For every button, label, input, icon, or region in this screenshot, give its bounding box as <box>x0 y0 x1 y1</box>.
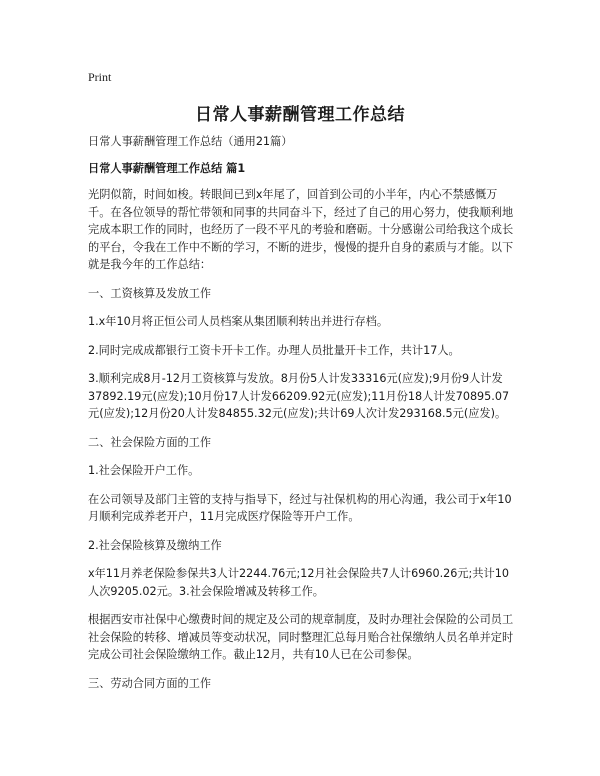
paragraph-insurance-2: 在公司领导及部门主管的支持与指导下，经过与社保机构的用心沟通，我公司于x年10月顺利完成养老开户，11月完成医疗保险等开户工作。 <box>88 492 512 523</box>
document-subtitle: 日常人事薪酬管理工作总结（通用21篇） <box>88 135 293 148</box>
heading-payroll: 一、工资核算及发放工作 <box>88 286 212 300</box>
paragraph-intro: 光阴似箭，时间如梭。转眼间已到x年尾了，回首到公司的小半年，内心不禁感慨万千。在各位领导的帮忙带领和同事的共同奋斗下，经过了自己的用心努力，使我顺利地完成本职工作的同时，也经历了一段不平凡的考验和磨砺。十分感谢公司给我这个成长的平台，令我在工作中不断的学习，不断的进步，慢慢的提升自身的素质与才能。以下就是我今年的工作总结： <box>88 188 514 271</box>
section-heading: 日常人事薪酬管理工作总结 篇1 <box>88 161 246 175</box>
document-body <box>88 133 516 703</box>
paragraph-insurance-3: 2.社会保险核算及缴纳工作 <box>88 538 222 552</box>
heading-social-insurance: 二、社会保险方面的工作 <box>88 435 212 449</box>
paragraph-insurance-4: x年11月养老保险参保共3人计2244.76元;12月社会保险共7人计6960.26元;共计10人次9205.02元。3.社会保险增减及转移工作。 <box>88 567 509 598</box>
paragraph-insurance-1: 1.社会保险开户工作。 <box>88 464 200 477</box>
paragraph-payroll-2: 2.同时完成成都银行工资卡开卡工作。办理人员批量开卡工作，共计17人。 <box>88 343 460 357</box>
heading-labor-contract: 三、劳动合同方面的工作 <box>88 676 212 690</box>
paragraph-payroll-3: 3.顺利完成8月-12月工资核算与发放。8月份5人计发33316元(应发);9月份9人计发37892.19元(应发);10月份17人计发66209.92元(应发);11月份18人计发70895.07元(应发);12月份20人计发84855.32元(应发);共计69人次计发293168.5元(应发)。 <box>88 372 510 420</box>
paragraph-insurance-5: 根据西安市社保中心缴费时间的规定及公司的规章制度，及时办理社会保险的公司员工社会保险的转移、增减员等变动状况，同时整理汇总每月贻合社保缴纳人员名单并定时完成公司社会保险缴纳工作。截止12月，共有10人已在公司参保。 <box>88 613 514 661</box>
print-label: Print <box>88 70 112 84</box>
document-title: 日常人事薪酬管理工作总结 <box>195 105 405 125</box>
paragraph-payroll-1: 1.x年10月将正恒公司人员档案从集团顺利转出并进行存档。 <box>88 315 389 328</box>
